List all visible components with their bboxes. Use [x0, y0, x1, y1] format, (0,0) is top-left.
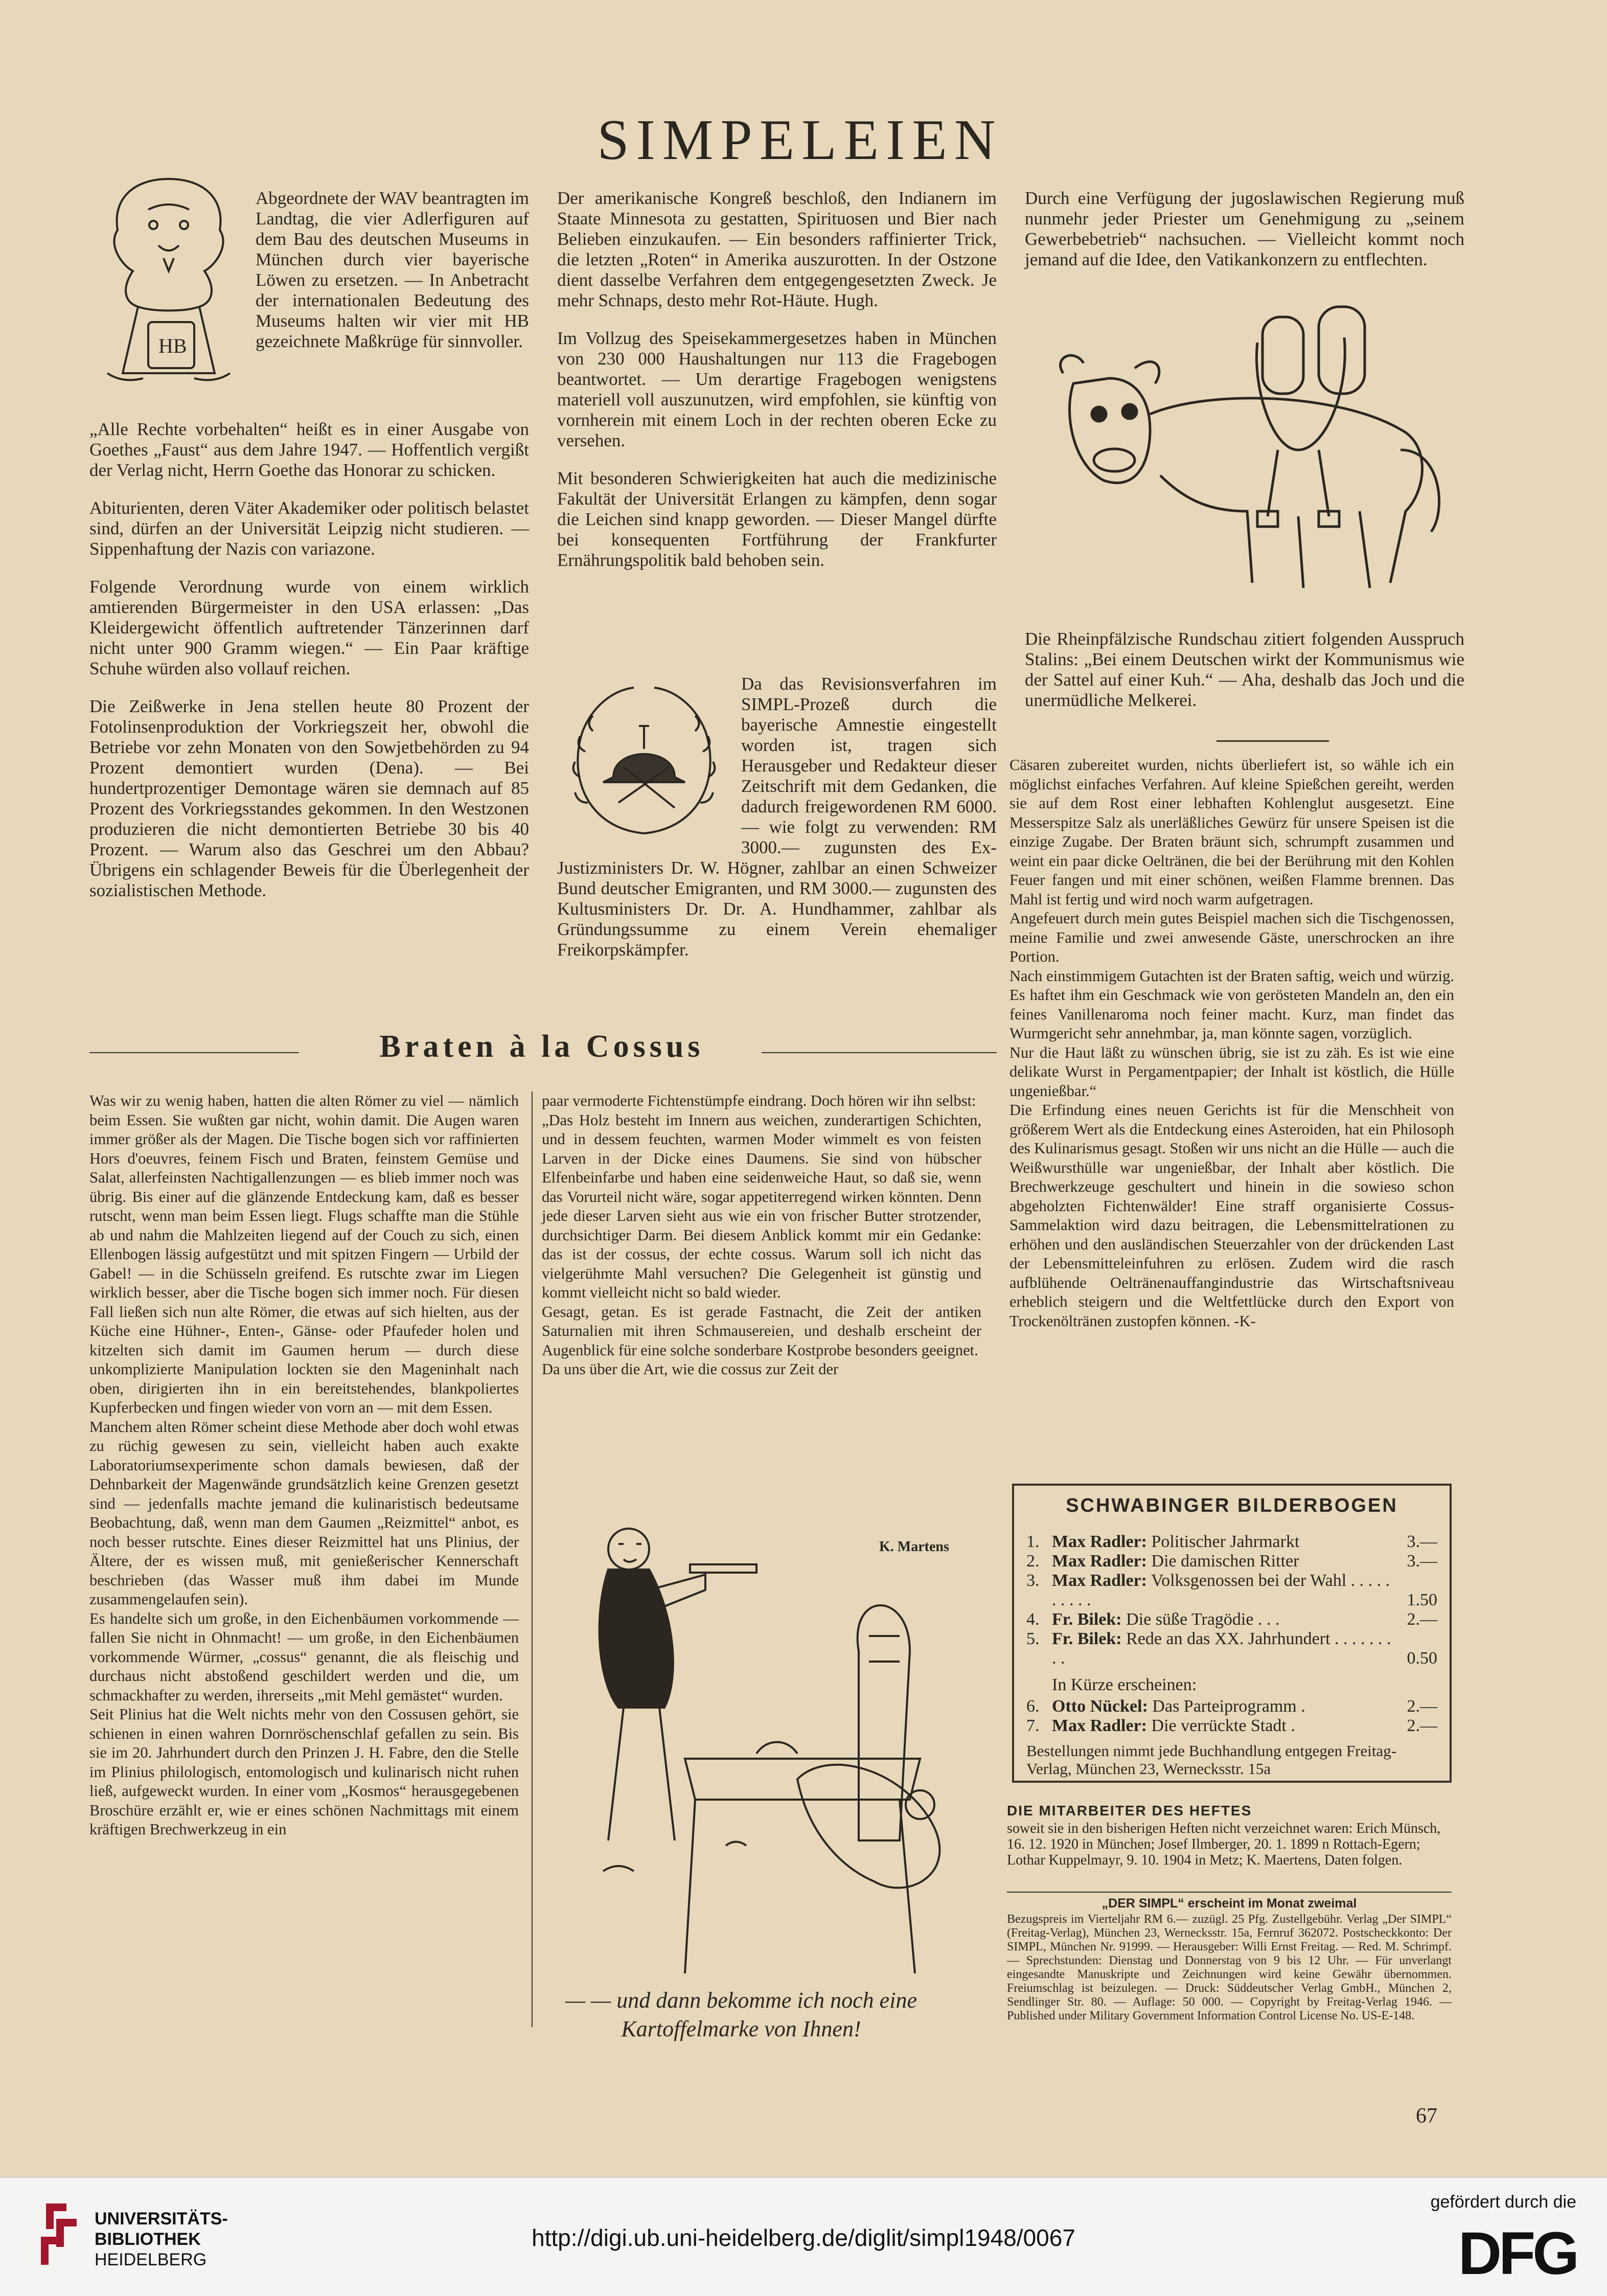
article-column-middle [542, 1092, 981, 1379]
cartoon-caption [542, 1986, 940, 2043]
column-3-stalin [1025, 629, 1464, 728]
paragraph: Es handelte sich um große, in den Eichenbäumen vorkommende — fallen Sie nicht in Ohnmacht! — um große, in den Eichenbäumen vorkommende Würmer, „cossus“ genannt, die als fleischig und durchaus nicht abstoßend geschildert werden und die, um schmackhafter zu werden, ihrerseits „mit Mehl gemästet“ wurden. [89, 1609, 519, 1704]
item-author: Max Radler: [1052, 1552, 1147, 1571]
paragraph: Cäsaren zubereitet wurden, nichts überliefert ist, so wähle ich ein möglichst einfaches Verfahren. Auf kleine Spießchen gereiht, werden sie auf dem Rost einer lebhaften Kohlenglut ausgesetzt. Eine Messerspitze Salz als unerläßliches Gewürz für unsere Speisen ist die einzige Zugabe. Der Braten bräunt sich, schrumpft zusammen und weint ein paar dicke Oeltränen, die bei der Berührung mit den Kohlen Feuer fangen und mit einer schönen, weißen Flamme brennen. Das Mahl ist fertig und wird noch warm aufgetragen. [1009, 756, 1454, 908]
library-footer [0, 2178, 1607, 2296]
title-rule-right [762, 1052, 997, 1053]
article-column-right [1009, 756, 1454, 1331]
item-author: Fr. Bilek: [1052, 1629, 1122, 1648]
item-author: Fr. Bilek: [1052, 1610, 1122, 1629]
svg-text:HB: HB [158, 334, 187, 357]
paragraph: Da uns über die Art, wie die cossus zur Zeit der [542, 1360, 839, 1378]
amnesty-text [557, 674, 997, 960]
paragraph: Nur die Haut läßt zu wünschen übrig, sie ist zu zäh. Es ist wie eine delikate Wurst in Pergamentpapier; der Inhalt ist köstlich, die Hülle ungenießbar.“ [1009, 1043, 1454, 1100]
imprint-title: „DER SIMPL“ erscheint im Monat zweimal [1101, 1896, 1357, 1911]
page-number: 67 [1416, 2104, 1437, 2128]
funded-by-label: gefördert durch die [1430, 2192, 1576, 2212]
paragraph: Nach einstimmigem Gutachten ist der Braten saftig, weich und würzig. Es haftet ihm ein Geschmack wie von gerösteten Mandeln an, den ein feines Vanillenaroma noch feiner macht. Kurz, man findet das Wurmgericht sehr annehmbar, ja, man könnte sagen, vorzüglich. [1009, 967, 1454, 1042]
item-text [1052, 1716, 1391, 1736]
item-number: 7. [1026, 1716, 1040, 1735]
item-text [1052, 1552, 1391, 1571]
item-author: Max Radler: [1052, 1716, 1147, 1735]
item-title: Die damischen Ritter [1151, 1552, 1299, 1571]
item-text [1052, 1629, 1391, 1668]
institution-line: UNIVERSITÄTS- [95, 2209, 228, 2229]
coming-soon-label: In Kürze erscheinen: [1052, 1675, 1197, 1694]
item-number: 5. [1026, 1629, 1040, 1648]
institution-line: BIBLIOTHEK [95, 2230, 201, 2249]
paragraph: Die Rheinpfälzische Rundschau zitiert folgenden Ausspruch Stalins: „Bei einem Deutschen wirkt der Kommunismus wie der Sattel auf einer Kuh.“ — Aha, deshalb das Joch und die unermüdliche Melkerei. [1025, 629, 1464, 710]
paragraph: Seit Plinius hat die Welt nichts mehr von den Cossusen gehört, sie schienen in einen wahren Dornröschenschlaf gefallen zu sein. Bis sie im 20. Jahrhundert durch den Prinzen J. H. Fabre, den die Stelle im Plinius philologisch, entomologisch und kulinarisch nicht ruhen ließ, aufgeweckt wurden. In einer vom „Kosmos“ herausgegebenen Broschüre erzählt er, wie er eines schönen Nachmittags mit einem kräftigen Brechwerkzeug in ein [89, 1706, 519, 1838]
column-divider [532, 1092, 533, 2027]
divider [1007, 1892, 1452, 1893]
title-rule-left [89, 1052, 299, 1053]
paragraph: „Das Holz besteht im Innern aus weichen, zunderartigen Schichten, und in dessem feuchten, warmen Moder wimmelt es von feisten Larven in der Dicke eines Daumens. Sie sind von hübscher Elfenbeinfarbe und haben eine seidenweiche Haut, so daß sie, wenn das Vorurteil nicht wäre, sogar appetiterregend wirken könnten. Denn jede dieser Larven sieht aus wie ein von frischer Butter strotzender, durchsichtiger Darm. Bei diesem Anblick kommt mir ein Gedanke: das ist der cossus, der echte cossus. Warum soll ich nicht das vielgerühmte Mahl versuchen? Die Gelegenheit ist günstig und kommt vielleicht nicht so bald wieder. [542, 1111, 981, 1301]
paragraph: paar vermoderte Fichtenstümpfe eindrang. Doch hören wir ihn selbst: [542, 1092, 976, 1109]
item-title: Die süße Tragödie . . . [1126, 1610, 1280, 1629]
paragraph: „Alle Rechte vorbehalten“ heißt es in einer Ausgabe von Goethes „Faust“ aus dem Jahre 1947. — Hoffentlich vergißt der Verlag nicht, Herrn Goethe das Honorar zu schicken. [89, 419, 529, 480]
item-price: 3.— [1407, 1552, 1437, 1571]
item-text [1052, 1571, 1391, 1610]
paragraph: Der amerikanische Kongreß beschloß, den Indianern im Staate Minnesota zu gestatten, Spirituosen und Bier nach Belieben einzukaufen. — Ein besonders raffinierter Trick, die letzten „Roten“ in Amerika auszurotten. In der Ostzone dient dasselbe Verfahren dem entgegengesetzten Zweck. Je mehr Schnaps, desto mehr Rot-Häute. Hugh. [557, 188, 997, 310]
item-price: 2.— [1407, 1610, 1437, 1629]
list-item [1026, 1552, 1437, 1571]
paragraph: Manchem alten Römer scheint diese Methode aber doch wohl etwas zu rüchig gewesen zu sein, vielleicht haben auch exakte Laboratoriumsexperimente schon damals bewiesen, daß der Dehnbarkeit der Magenwände grundsätzlich keine Grenzen gesetzt sind — jedenfalls machte jemand die kulinaristisch bedeutsame Beobachtung, daß, wenn man dem Gaumen „Reizmittel“ anbot, es noch besser rutschte. Eines dieser Reizmittel hat uns Plinius, der Ältere, der es wissen muß, mit genießerischer Kennerschaft beschrieben (das Wasser muß ihm dabei im Munde zusammengelaufen sein). [89, 1418, 519, 1608]
item-author: Max Radler: [1052, 1571, 1147, 1590]
item-price: 2.— [1407, 1716, 1437, 1735]
imprint-text: Bezugspreis im Vierteljahr RM 6.— zuzügl. 25 Pfg. Zustellgebühr. Verlag „Der SIMPL“ (Freitag-Verlag), München 23, Wernecksstr. 15a, Fernruf 362072. Postscheckkonto: Der SIMPL, München Nr. 91999. — Herausgeber: Willi Ernst Freitag. — Red. M. Schrimpf. — Sprechstunden: Dienstag und Donnerstag von 9 bis 12 Uhr. — Für unverlangt eingesandte Manuskripte und Zeichnungen wird keine Gewähr übernommen. Freiumschlag ist beizulegen. — Druck: Süddeutscher Verlag GmbH., München 2, Sendlinger Str. 80. — Auflage: 50 000. — Copyright by Freitag-Verlag 1946. — Published under Military Government Information Control License No. US-E-148. [1007, 1913, 1452, 2022]
lion-holding-hb-icon [92, 169, 245, 394]
paragraph: Abiturienten, deren Väter Akademiker oder politisch belastet sind, dürfen an der Universität Leipzig nicht studieren. — Sippenhaftung der Nazis con variazone. [89, 498, 529, 559]
schwabinger-bilderbogen-box [1012, 1484, 1452, 1783]
list-item [1026, 1610, 1437, 1629]
item-title: Die verrückte Stadt . [1151, 1716, 1295, 1735]
article-column-left [89, 1092, 519, 1839]
item-author: Max Radler: [1052, 1532, 1147, 1551]
list-item [1026, 1532, 1437, 1552]
column-3 [1025, 188, 1464, 287]
column-1-lower [89, 419, 529, 918]
paragraph: Im Vollzug des Speisekammergesetzes haben in München von 230 000 Haushaltungen nur 113 die Fragebogen beantwortet. — Um derartige Fragebogen wenigstens materiell voll auszunutzen, wird empfohlen, sie künftig von vornherein mit einem Loch in der rechten oberen Ecke zu versehen. [557, 328, 997, 450]
item-title: Rede an das XX. Jahrhundert . . . . . . . . . [1052, 1629, 1391, 1668]
wreath-spacer [557, 674, 741, 853]
page-headline: SIMPELEIEN [597, 108, 1003, 172]
saddled-cow-icon [1032, 297, 1457, 624]
contributors-text: soweit sie in den bisherigen Heften nicht verzeichnet waren: Erich Münsch, 16. 12. 1920 in München; Josef Ilmberger, 20. 1. 1899 n Rottach-Egern; Lothar Kuppelmayr, 9. 10. 1904 in Metz; K. Maertens, Daten folgen. [1007, 1821, 1441, 1868]
item-number: 4. [1026, 1610, 1040, 1629]
item-title: Politischer Jahrmarkt [1151, 1532, 1300, 1551]
contributors-section [1007, 1803, 1452, 1868]
paragraph: Da das Revisionsverfahren im SIMPL-Prozeß durch die bayerische Amnestie eingestellt worden ist, tragen sich Herausgeber und Redakteur dieser Zeitschrift mit dem Gedanken, die dadurch freigewordenen RM 6000.— wie folgt zu verwenden: RM 3000.— zugunsten des Ex-Justizministers Dr. W. Högner, zahlbar an einen Schweizer Bund deutscher Emigranten, und RM 3000.— zugunsten des Kultusministers Dr. Dr. A. Hundhammer, zahlbar als Gründungssumme zu einem Verein ehemaliger Freikorpskämpfer. [557, 674, 997, 960]
paragraph: Angefeuert durch mein gutes Beispiel machen sich die Tischgenossen, meine Familie und zwei anwesende Gäste, unerschrocken an ihre Portion. [1009, 910, 1454, 965]
item-price: 3.— [1407, 1532, 1437, 1551]
item-number: 2. [1026, 1552, 1040, 1571]
item-text [1052, 1697, 1391, 1716]
dfg-logo: DFG [1458, 2220, 1576, 2287]
item-price: 1.50 [1407, 1590, 1437, 1609]
order-note: Bestellungen nimmt jede Buchhandlung entgegen Freitag-Verlag, München 23, Wernecksstr. 15a [1026, 1742, 1397, 1778]
caption-line: — — und dann bekomme ich noch eine [565, 1988, 917, 2013]
caption-line: Kartoffelmarke von Ihnen! [621, 2016, 861, 2041]
item-number: 3. [1026, 1571, 1040, 1590]
waiter-cartoon-icon [542, 1513, 986, 1984]
item-author: Otto Nückel: [1052, 1697, 1148, 1716]
box-title: SCHWABINGER BILDERBOGEN [1066, 1495, 1398, 1516]
paragraph: Mit besonderen Schwierigkeiten hat auch die medizinische Fakultät der Universität Erlangen zu kämpfen, denn sogar die Leichen sind knapp geworden. — Dieser Mangel dürfte bei konsequenten Fortführung der Frankfurter Ernährungspolitik bald behoben sein. [557, 468, 997, 570]
item-price: 2.— [1407, 1697, 1437, 1716]
divider [1216, 740, 1329, 742]
paragraph: Was wir zu wenig haben, hatten die alten Römer zu viel — nämlich beim Essen. Sie wußten gar nicht, wohin damit. Die Augen waren immer größer als der Magen. Die Tische bogen sich vor raffinierten Hors d'oeuvres, feinem Fisch und Braten, feinstem Gemüse und Salat, allerfeinsten Nachtigallenzungen — es blieb immer noch was übrig. Bis einer auf die glänzende Entdeckung kam, daß es besser rutscht, wenn man beim Essen liegt. Flugs schaffte man die Stühle ab und nahm die Mahlzeiten liegend auf der Couch zu sich, einen Ellenbogen lässig aufgestützt und mit spitzen Fingern — Urbild der Gabel! — in die Schüsseln greifend. Es rutschte zwar im Liegen wirklich besser, aber die Tische bogen sich immer noch. Für diesen Fall ließen sich nun alte Römer, die etwas auf sich hielten, aus der Küche eine Hühner-, Enten-, Gänse- oder Pfaufeder holen und kitzelten sich damit im Gaumen herum — durch diese unkomplizierte Manipulation lockten sie den Mageninhalt nach oben, dirigierten ihn in ein bereitstehendes, blankpoliertes Kupferbecken und fingen wieder von vorn an — mit dem Essen. [89, 1092, 519, 1416]
section-title: DIE MITARBEITER DES HEFTES [1007, 1803, 1252, 1818]
paragraph: Abgeordnete der WAV beantragten im Landtag, die vier Adlerfiguren auf dem Bau des deutschen Museums in München durch vier bayerische Löwen zu ersetzen. — In Anbetracht der internationalen Bedeutung des Museums halten wir vier mit HB gezeichnete Maßkrüge für sinnvoller. [256, 188, 529, 351]
institution-line: HEIDELBERG [95, 2250, 207, 2269]
list-item [1026, 1571, 1437, 1610]
item-number: 1. [1026, 1532, 1040, 1551]
paragraph: Durch eine Verfügung der jugoslawischen Regierung muß nunmehr jeder Priester um Genehmigung zu „seinem Gewerbebetrieb“ nachsuchen. — Vielleicht kommt noch jemand auf die Idee, den Vatikankonzern zu entflechten. [1025, 188, 1464, 269]
paragraph: Die Zeißwerke in Jena stellen heute 80 Prozent der Fotolinsenproduktion der Vorkriegszeit her, obwohl die Betriebe vor zehn Monaten von den Sowjetbehörden zu 94 Prozent demontiert wurden (Dena). — Bei hundertprozentiger Demontage wären sie demnach auf 85 Prozent des Vorkriegsstandes gekommen. In den Westzonen produzieren die nicht demontierten Betriebe 30 bis 40 Prozent. — Warum also das Geschrei um den Abbau? Übrigens ein schlagender Beweis für die Überlegenheit der sozialistischen Methode. [89, 696, 529, 900]
list-item [1026, 1716, 1437, 1736]
list-item [1026, 1697, 1437, 1716]
item-number: 6. [1026, 1697, 1040, 1716]
article-title: Braten à la Cossus [379, 1029, 704, 1064]
item-title: Volksgenossen bei der Wahl . . . . . . . . . . [1052, 1571, 1390, 1609]
list-item [1026, 1629, 1437, 1668]
cartoon-signature: K. Martens [879, 1539, 949, 1555]
item-price: 0.50 [1407, 1649, 1437, 1668]
paragraph: Folgende Verordnung wurde von einem wirklich amtierenden Bürgermeister in den USA erlassen: „Das Kleidergewicht öffentlich auftretender Tänzerinnen darf nicht unter 900 Gramm wiegen.“ — Ein Paar kräftige Schuhe würden also vollauf reichen. [89, 577, 529, 678]
imprint [1007, 1897, 1452, 2023]
paragraph: Gesagt, getan. Es ist gerade Fastnacht, die Zeit der antiken Saturnalien mit ihren Schmausereien, und deshalb erscheint der Augenblick für eine solche sonderbare Kostprobe besonders geeignet. [542, 1303, 981, 1359]
item-title: Das Parteiprogramm . [1152, 1697, 1305, 1716]
column-2 [557, 188, 997, 588]
column-1 [256, 188, 529, 369]
paragraph: Die Erfindung eines neuen Gerichts ist für die Menschheit von größerem Wert als die Entdeckung eines Asteroiden, hat ein Philosoph des Kulinarismus gesagt. Stoßen wir uns nicht an die Hülle — auch die Weißwursthülle war ungenießbar, der Inhalt aber köstlich. Die Brechwerkzeuge geschultert und hinein in die sowieso schon abgeholzten Fichtenwälder! Eine straff organisierte Cossus-Sammelaktion wird dazu beitragen, die Lebensmittelrationen zu erhöhen und den ausländischen Steuerzahler von der drückenden Last der Lebensmitteleinfuhren zu erlösen. Zudem wird die rasch aufblühende Oeltränenauffangindustrie das Wirtschaftsniveau erheblich steigern und die Weltfettlücke durch den Export von Trockenöltränen zustopfen können. -K- [1009, 1101, 1454, 1330]
item-text [1052, 1532, 1391, 1552]
item-text [1052, 1610, 1391, 1629]
source-url[interactable]: http://digi.ub.uni-heidelberg.de/diglit/simpl1948/0067 [532, 2224, 1075, 2251]
